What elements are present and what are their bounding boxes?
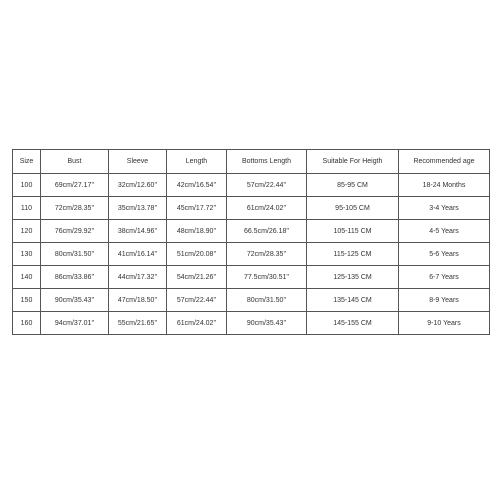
header-row: [13, 150, 490, 174]
header-size: Size: [13, 150, 41, 174]
cell-height: 145-155 CM: [307, 312, 399, 335]
cell-size: 110: [13, 197, 41, 220]
size-chart-table: [12, 149, 490, 335]
cell-size: 140: [13, 266, 41, 289]
header-sleeve: Sleeve: [109, 150, 167, 174]
cell-bottoms-length: 72cm/28.35'': [227, 243, 307, 266]
cell-bottoms-length: 66.5cm/26.18'': [227, 220, 307, 243]
cell-height: 105-115 CM: [307, 220, 399, 243]
cell-bust: 90cm/35.43'': [41, 289, 109, 312]
cell-bust: 72cm/28.35'': [41, 197, 109, 220]
header-bottoms-length: Bottoms Length: [227, 150, 307, 174]
cell-bust: 80cm/31.50'': [41, 243, 109, 266]
header-recommended-age: Recommended age: [399, 150, 490, 174]
table-row: [13, 197, 490, 220]
cell-length: 51cm/20.08'': [167, 243, 227, 266]
cell-size: 130: [13, 243, 41, 266]
cell-size: 160: [13, 312, 41, 335]
table-row: [13, 312, 490, 335]
table-row: [13, 174, 490, 197]
header-suitable-height: Suitable For Heigth: [307, 150, 399, 174]
cell-bottoms-length: 90cm/35.43'': [227, 312, 307, 335]
cell-size: 100: [13, 174, 41, 197]
cell-age: 9-10 Years: [399, 312, 490, 335]
cell-age: 18-24 Months: [399, 174, 490, 197]
cell-bust: 94cm/37.01'': [41, 312, 109, 335]
cell-bottoms-length: 80cm/31.50'': [227, 289, 307, 312]
cell-age: 8-9 Years: [399, 289, 490, 312]
cell-height: 125-135 CM: [307, 266, 399, 289]
cell-sleeve: 35cm/13.78'': [109, 197, 167, 220]
cell-size: 120: [13, 220, 41, 243]
cell-length: 57cm/22.44'': [167, 289, 227, 312]
cell-height: 85-95 CM: [307, 174, 399, 197]
table-row: [13, 289, 490, 312]
cell-length: 54cm/21.26'': [167, 266, 227, 289]
cell-height: 95-105 CM: [307, 197, 399, 220]
cell-sleeve: 47cm/18.50'': [109, 289, 167, 312]
cell-age: 3-4 Years: [399, 197, 490, 220]
cell-sleeve: 32cm/12.60'': [109, 174, 167, 197]
cell-age: 5-6 Years: [399, 243, 490, 266]
cell-length: 42cm/16.54'': [167, 174, 227, 197]
cell-bottoms-length: 77.5cm/30.51'': [227, 266, 307, 289]
cell-height: 135-145 CM: [307, 289, 399, 312]
table-row: [13, 243, 490, 266]
cell-size: 150: [13, 289, 41, 312]
cell-sleeve: 44cm/17.32'': [109, 266, 167, 289]
header-length: Length: [167, 150, 227, 174]
cell-length: 61cm/24.02'': [167, 312, 227, 335]
cell-length: 48cm/18.90'': [167, 220, 227, 243]
cell-bust: 76cm/29.92'': [41, 220, 109, 243]
table-row: [13, 220, 490, 243]
cell-sleeve: 38cm/14.96'': [109, 220, 167, 243]
cell-age: 4-5 Years: [399, 220, 490, 243]
cell-length: 45cm/17.72'': [167, 197, 227, 220]
cell-age: 6-7 Years: [399, 266, 490, 289]
header-bust: Bust: [41, 150, 109, 174]
cell-sleeve: 41cm/16.14'': [109, 243, 167, 266]
cell-sleeve: 55cm/21.65'': [109, 312, 167, 335]
cell-bust: 86cm/33.86'': [41, 266, 109, 289]
cell-bust: 69cm/27.17'': [41, 174, 109, 197]
cell-height: 115-125 CM: [307, 243, 399, 266]
cell-bottoms-length: 57cm/22.44'': [227, 174, 307, 197]
cell-bottoms-length: 61cm/24.02'': [227, 197, 307, 220]
table-row: [13, 266, 490, 289]
